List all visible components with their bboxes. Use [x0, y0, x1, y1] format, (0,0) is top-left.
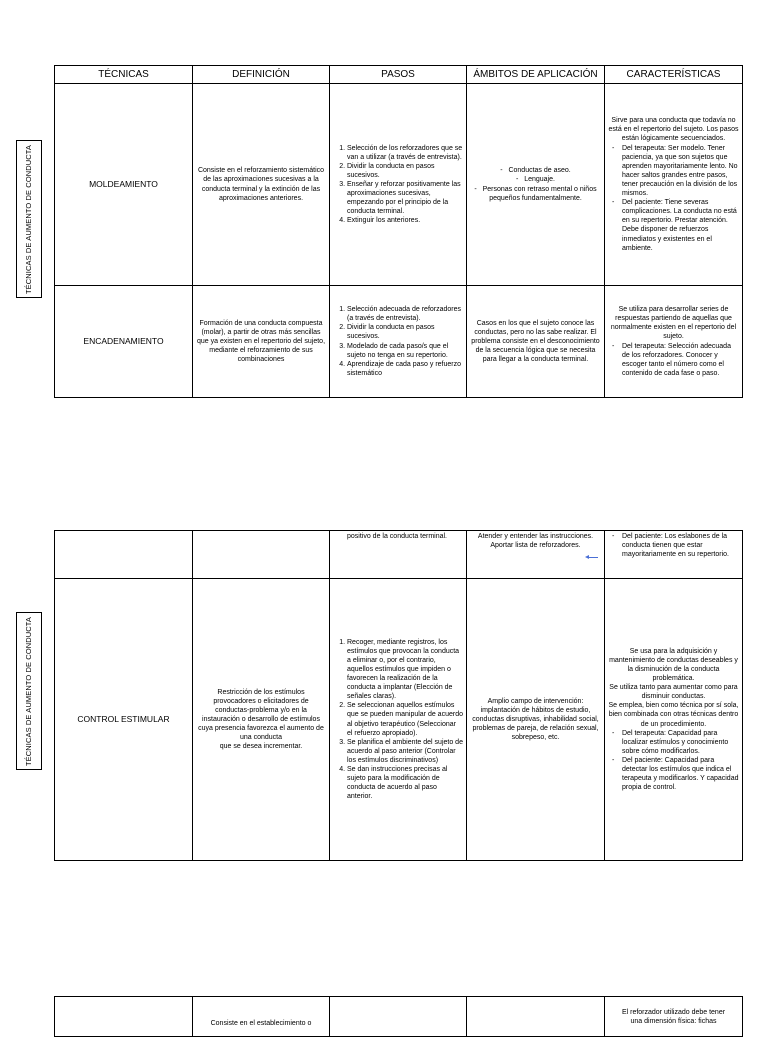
row-continuation	[55, 531, 743, 579]
header-tecnicas: TÉCNICAS	[55, 66, 193, 84]
scope-cell: Casos en los que el sujeto conoce las conductas, pero no las sabe realizar. El problema consiste en el desconocimiento de la secuencia lógica que se necesita para llegar a la conducta terminal.	[467, 286, 605, 398]
header-row	[55, 66, 743, 84]
scope-item: - Conductas de aseo.	[470, 166, 601, 175]
definition-cell: Formación de una conducta compuesta (molar), a partir de otras más sencillas que ya existen en el repertorio del sujeto, mediante el reforzamiento de sus combinaciones	[193, 286, 330, 398]
row-control-estimular	[55, 579, 743, 861]
char-intro-1: Se usa para la adquisición y mantenimiento de conductas deseables y la disminución de la conducta problemática.	[609, 647, 738, 683]
char-list	[608, 729, 739, 793]
header-pasos: PASOS	[330, 66, 467, 84]
step-item: 3. Enseñar y reforzar positivamente las aproximaciones sucesivas, empezando por el principio de la conducta terminal.	[347, 180, 463, 216]
steps-cell	[330, 84, 467, 286]
steps-list	[333, 305, 463, 378]
row-partial	[55, 997, 743, 1037]
step-item: 1. Recoger, mediante registros, los estímulos que provocan la conducta a eliminar o, por el contrario, aquellos estímulos que impiden o favorecen la realización de la conducta a implantar (Elección de señales claras).	[347, 638, 463, 702]
definition-cell: Consiste en el reforzamiento sistemático de las aproximaciones sucesivas a la conducta terminal y la extinción de las aproximaciones anteriores.	[193, 84, 330, 286]
definition-tail: que se desea incrementar.	[219, 743, 303, 751]
scope-list	[470, 166, 601, 202]
step-item: 3. Se planifica el ambiente del sujeto de acuerdo al paso anterior (Controlar los estímulos discriminativos)	[347, 738, 463, 765]
techniques-table-3	[54, 996, 743, 1037]
techniques-table-1	[54, 65, 743, 398]
characteristics-cell	[605, 579, 743, 861]
scope-item: - Lenguaje.	[470, 175, 601, 184]
char-item: - Del paciente: Tiene severas complicaciones. La conducta no está en su repertorio. Prestar atención. Debe disponer de refuerzos inmediatos y existentes en el ambiente.	[622, 198, 739, 253]
header-definicion: DEFINICIÓN	[193, 66, 330, 84]
char-intro-3: Se emplea, bien como técnica por sí sola, bien combinada con otras técnicas dentro de un procedimiento.	[608, 702, 739, 728]
definition-partial: Consiste en el establecimiento o	[193, 997, 330, 1037]
empty-cell	[330, 997, 467, 1037]
steps-cell	[330, 286, 467, 398]
header-caracteristicas: CARACTERÍSTICAS	[605, 66, 743, 84]
technique-name: ENCADENAMIENTO	[55, 286, 193, 398]
char-intro-2: Se utiliza tanto para aumentar como para disminuir conductas.	[609, 684, 738, 701]
step-item: 4. Extinguir los anteriores.	[347, 216, 463, 225]
step-item: 2. Se seleccionan aquellos estímulos que se pueden manipular de acuerdo al objetivo terapéutico (Seleccionar el refuerzo apropiado).	[347, 701, 463, 737]
steps-cell	[330, 579, 467, 861]
char-line: una dimensión física: fichas	[630, 1018, 717, 1026]
step-item: 1. Selección de los reforzadores que se van a utilizar (a través de entrevista).	[347, 144, 463, 162]
empty-cell	[193, 531, 330, 579]
side-label-block-1	[16, 140, 42, 298]
step-item: 1. Selección adecuada de reforzadores (a través de entrevista).	[347, 305, 463, 323]
characteristics-continuation	[605, 531, 743, 579]
char-list	[608, 342, 739, 378]
char-item: - Del paciente: Los eslabones de la conducta tienen que estar mayoritariamente en su repertorio.	[622, 532, 739, 559]
characteristics-cell	[605, 84, 743, 286]
scope-continuation: Atender y entender las instrucciones. Aportar lista de reforzadores.	[467, 531, 605, 579]
step-item: 2. Dividir la conducta en pasos sucesivos.	[347, 323, 463, 341]
char-intro: Se utiliza para desarrollar series de respuestas partiendo de aquellas que normalmente existen en el repertorio del sujeto.	[610, 306, 737, 341]
scope-item: - Personas con retraso mental o niños pequeños fundamentalmente.	[470, 185, 601, 203]
scope-cell: Amplio campo de intervención: implantación de hábitos de estudio, conductas disruptivas, inhabilidad social, problemas de pareja, de relación sexual, sobrepeso, etc.	[467, 579, 605, 861]
characteristics-partial	[605, 997, 743, 1037]
char-list	[608, 532, 739, 559]
characteristics-cell	[605, 286, 743, 398]
char-item: - Del paciente: Capacidad para detectar los estímulos que indica el terapeuta y modificarlos. Y capacidad propia de control.	[622, 756, 739, 792]
char-line: El reforzador utilizado debe tener	[621, 1009, 726, 1016]
step-item: 4. Se dan instrucciones precisas al sujeto para la modificación de conducta de acuerdo al paso anterior.	[347, 765, 463, 801]
char-item: - Del terapeuta: Capacidad para localizar estímulos y conocimiento sobre cómo modificarlos.	[622, 729, 739, 756]
step-item: 2. Dividir la conducta en pasos sucesivos.	[347, 162, 463, 180]
char-item: - Del terapeuta: Ser modelo. Tener paciencia, ya que son sujetos que aprenden mayoritariamente lento. No hacer saltos grandes entre pasos, tener precaución en la división de los mismos.	[622, 144, 739, 199]
step-item: 3. Modelado de cada paso/s que el sujeto no tenga en su repertorio.	[347, 342, 463, 360]
side-label-block-2	[16, 612, 42, 770]
header-ambitos: ÁMBITOS DE APLICACIÓN	[467, 66, 605, 84]
steps-list	[333, 144, 463, 226]
empty-cell	[55, 531, 193, 579]
row-encadenamiento	[55, 286, 743, 398]
technique-name: MOLDEAMIENTO	[55, 84, 193, 286]
row-moldeamiento	[55, 84, 743, 286]
step-item: 4. Aprendizaje de cada paso y refuerzo sistemático	[347, 360, 463, 378]
char-list	[608, 144, 739, 253]
steps-continuation: positivo de la conducta terminal.	[330, 531, 467, 579]
technique-name: CONTROL ESTIMULAR	[55, 579, 193, 861]
empty-cell	[467, 997, 605, 1037]
char-intro: Sirve para una conducta que todavía no está en el repertorio del sujeto. Los pasos están lógicamente secuenciados.	[608, 117, 739, 143]
techniques-table-2	[54, 530, 743, 861]
side-label-text: TÉCNICAS DE AUMENTO DE CONDUCTA	[24, 144, 34, 294]
scope-cell	[467, 84, 605, 286]
char-item: - Del terapeuta: Selección adecuada de los reforzadores. Conocer y escoger tanto el número como el contenido de cada fase o paso.	[622, 342, 739, 378]
definition-main: Restricción de los estímulos provocadores o elicitadores de conductas-problema y/o en la instauración o desarrollo de estímulos cuya presencia favorezca el aumento de una conducta	[198, 688, 324, 742]
arrow-marker	[588, 557, 598, 558]
definition-cell	[193, 579, 330, 861]
steps-list	[333, 638, 463, 802]
empty-cell	[55, 997, 193, 1037]
side-label-text: TÉCNICAS DE AUMENTO DE CONDUCTA	[24, 616, 34, 766]
